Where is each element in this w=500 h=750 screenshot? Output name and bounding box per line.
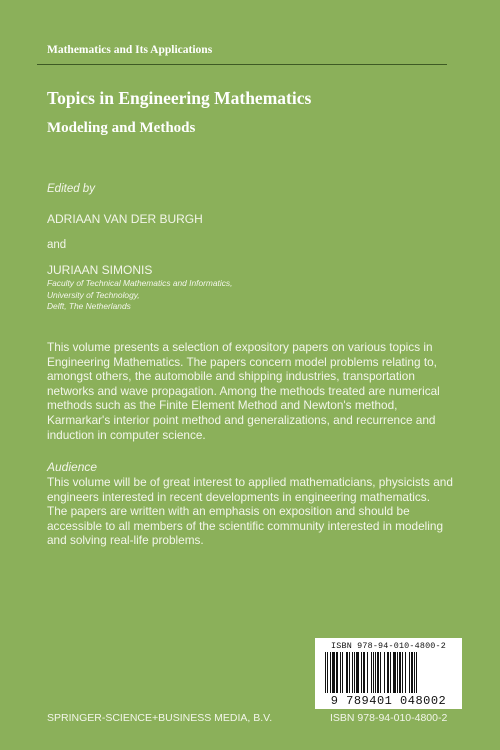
audience-paragraph: The papers are written with an emphasis on exposition and should be accessible to all members of the scientific community interested in modeling and solving real-life problems. <box>47 504 444 548</box>
book-title: Topics in Engineering Mathematics <box>47 88 312 108</box>
affiliation-line: University of Technology, <box>47 289 140 300</box>
affiliation-line: Delft, The Netherlands <box>47 301 131 311</box>
audience-paragraph: This volume will be of great interest to applied mathematicians, physicists and engineers interested in recent developments in engineering mathematics. <box>47 475 453 504</box>
editor-affiliation <box>47 278 232 313</box>
audience-text <box>47 475 457 548</box>
barcode-isbn-label: ISBN 978-94-010-4800-2 <box>331 641 446 651</box>
audience-heading: Audience <box>47 460 98 474</box>
barcode-bars <box>321 652 456 693</box>
isbn-number: ISBN 978-94-010-4800-2 <box>330 712 448 724</box>
affiliation-line: Faculty of Technical Mathematics and Informatics, <box>47 278 233 288</box>
barcode-digits: 9 789401 048002 <box>330 694 447 708</box>
barcode <box>315 638 462 709</box>
edited-by-label: Edited by <box>47 183 95 195</box>
editor-name-2: JURIAAN SIMONIS <box>47 263 153 277</box>
series-divider <box>37 64 447 65</box>
book-subtitle: Modeling and Methods <box>47 120 196 136</box>
editor-name-1: ADRIAAN VAN DER BURGH <box>47 212 203 226</box>
publisher-name: SPRINGER-SCIENCE+BUSINESS MEDIA, B.V. <box>47 712 273 724</box>
and-label: and <box>47 239 67 251</box>
series-name: Mathematics and Its Applications <box>47 44 213 56</box>
book-description: This volume presents a selection of expository papers on various topics in Engineering Mathematics. The papers concern model problems relating to, amongst others, the automobile and shipping industries, transportation networks and wave propagation. Among the methods treated are numerical methods such as the Finite Element Method and Newton's method, Karmarkar's interior point method and generalizations, and recurrence and induction in computer science. <box>47 340 440 442</box>
